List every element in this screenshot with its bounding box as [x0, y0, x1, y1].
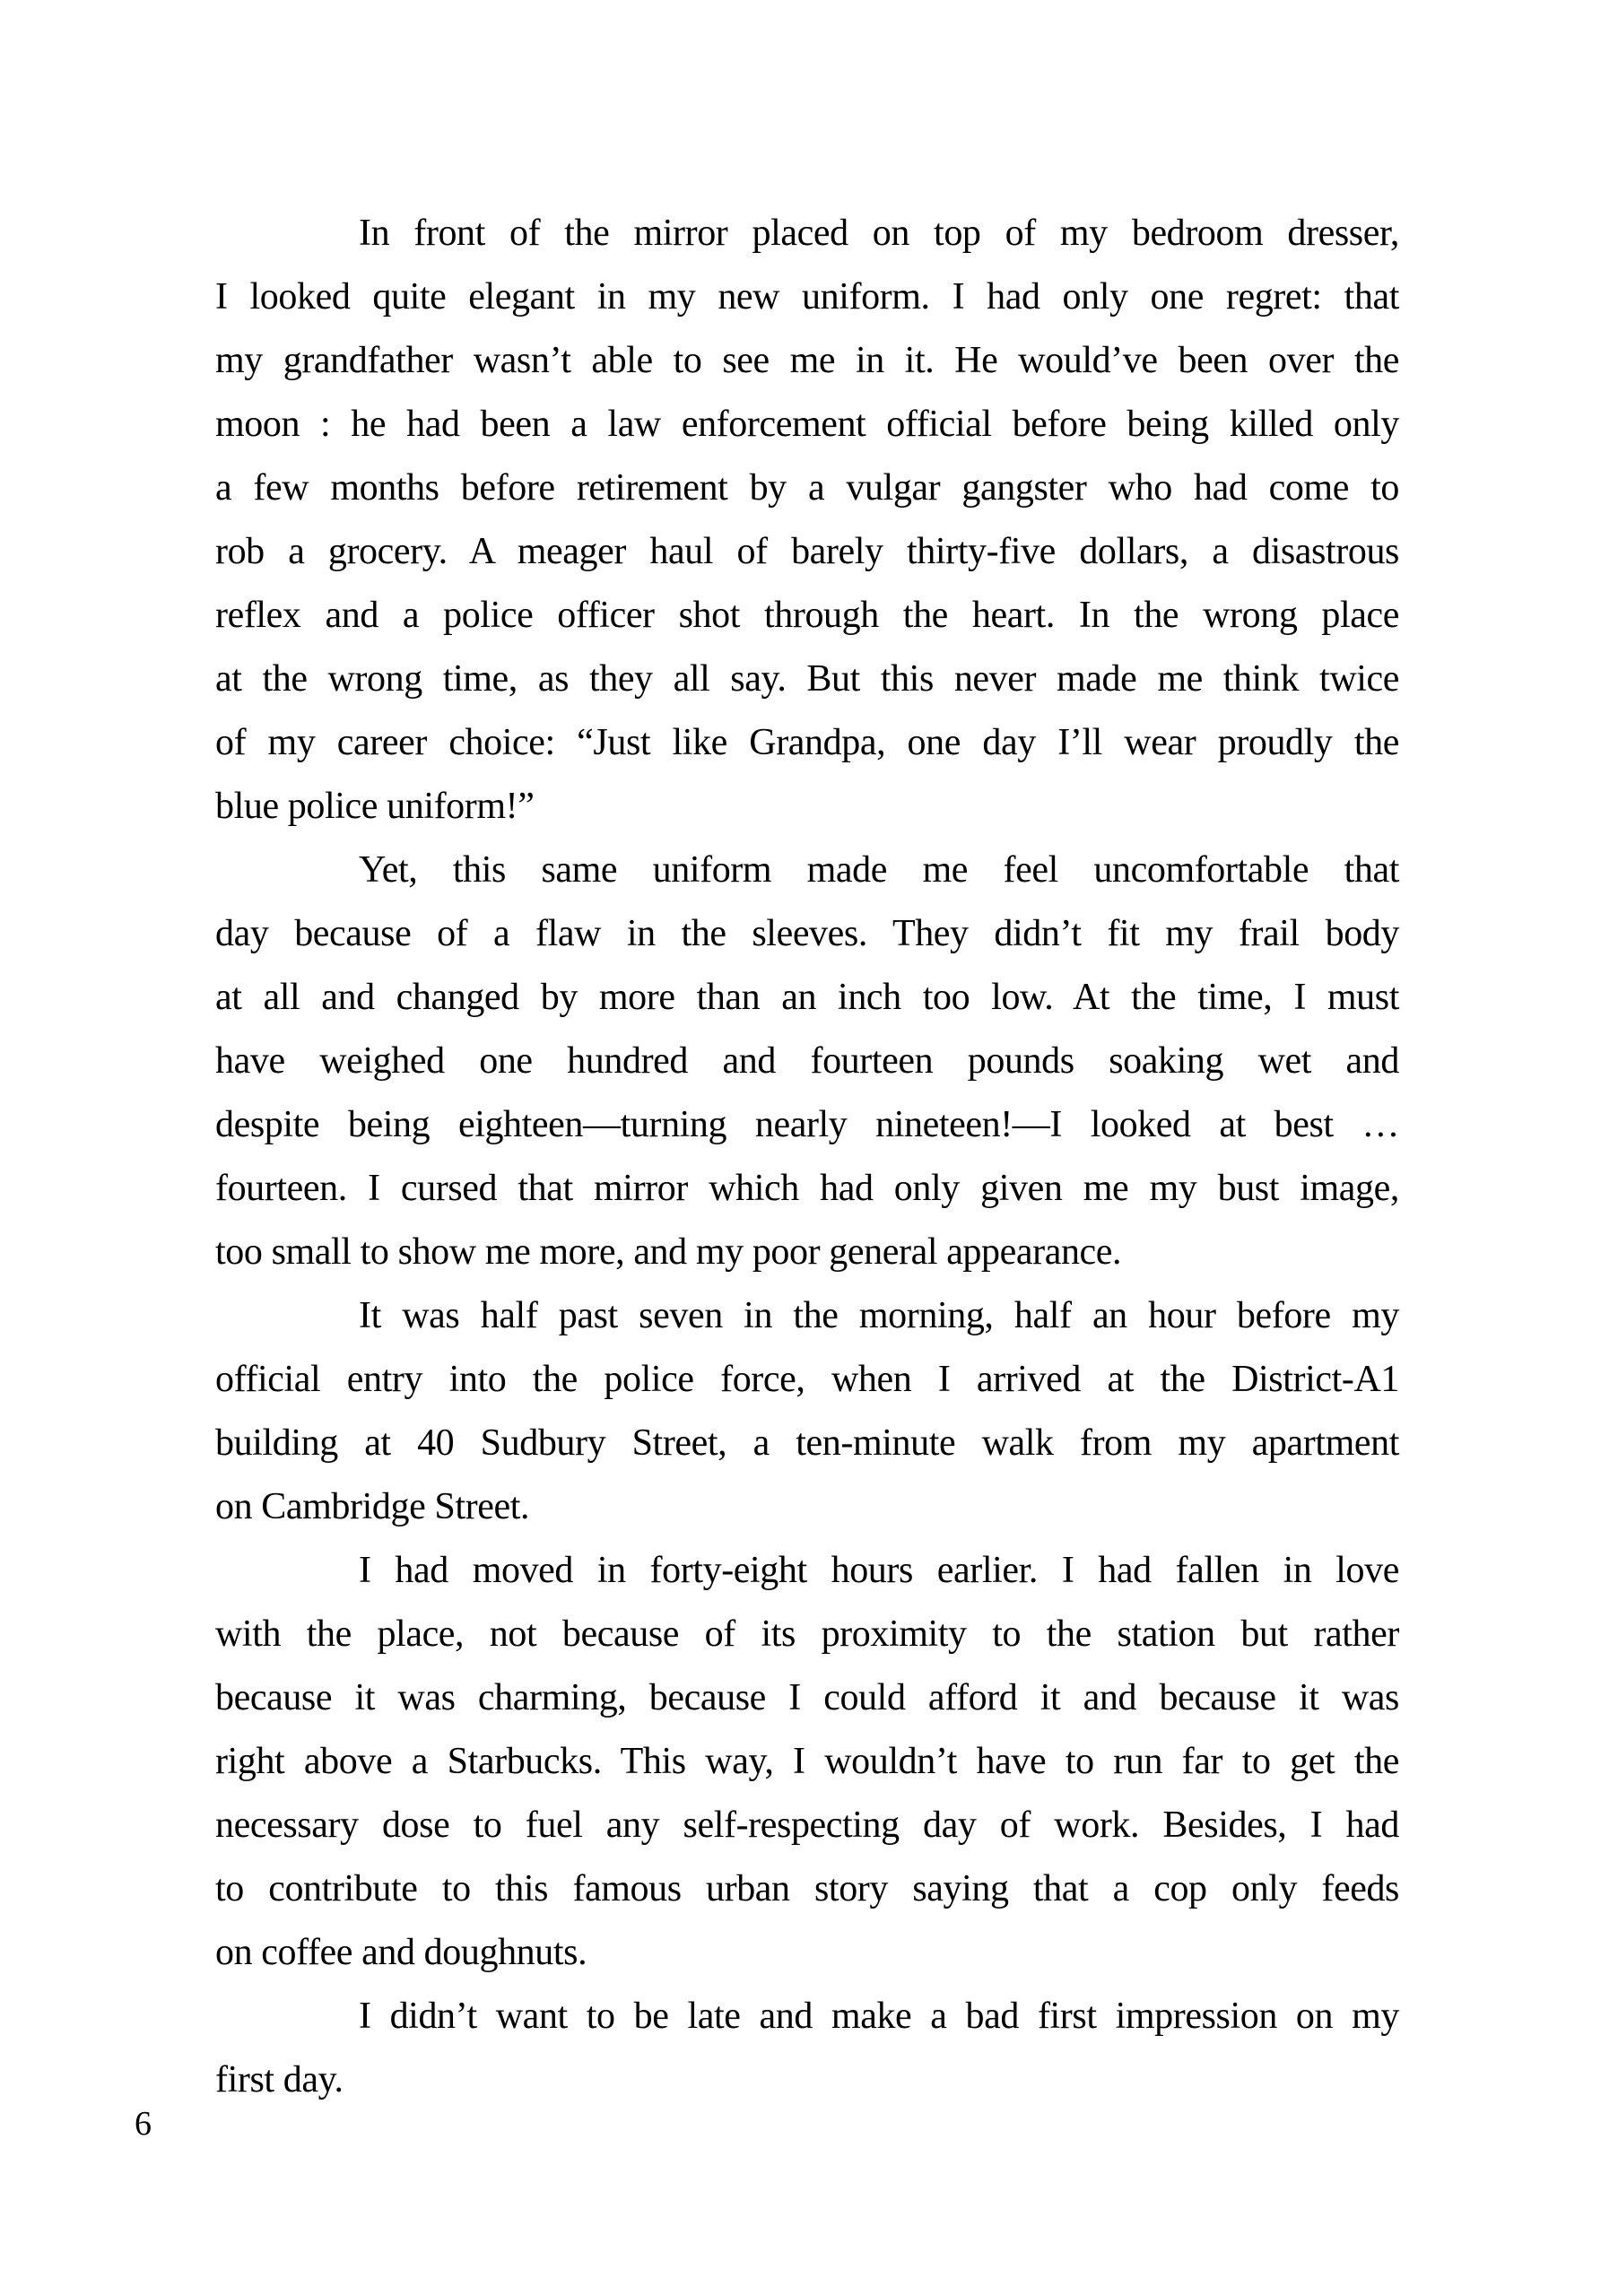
text-line: my grandfather wasn’t able to see me in it. He would’ve been over the — [215, 340, 1399, 381]
text-line: have weighed one hundred and fourteen pounds soaking wet and — [215, 1040, 1399, 1082]
body-text — [215, 202, 1399, 2112]
text-line: of my career choice: “Just like Grandpa, one day I’ll wear proudly the — [215, 722, 1399, 763]
text-line: because it was charming, because I could afford it and because it was — [215, 1677, 1399, 1718]
paragraph — [215, 1985, 1399, 2112]
text-line: first day. — [215, 2059, 344, 2100]
text-line: I had moved in forty-eight hours earlier. I had fallen in love — [359, 1550, 1399, 1591]
text-line: with the place, not because of its proximity to the station but rather — [215, 1613, 1399, 1655]
text-line: a few months before retirement by a vulgar gangster who had come to — [215, 467, 1399, 509]
text-line: right above a Starbucks. This way, I wouldn’t have to run far to get the — [215, 1741, 1399, 1782]
paragraph — [215, 1284, 1399, 1539]
text-line: It was half past seven in the morning, half an hour before my — [359, 1295, 1399, 1336]
text-line: at all and changed by more than an inch too low. At the time, I must — [215, 977, 1399, 1018]
paragraph — [215, 1539, 1399, 1985]
paragraph — [215, 202, 1399, 839]
text-line: building at 40 Sudbury Street, a ten-minute walk from my apartment — [215, 1422, 1399, 1464]
text-line: despite being eighteen—turning nearly nineteen!—I looked at best … — [215, 1104, 1399, 1145]
text-line: rob a grocery. A meager haul of barely thirty-five dollars, a disastrous — [215, 531, 1399, 572]
text-line: moon : he had been a law enforcement official before being killed only — [215, 404, 1399, 445]
text-line: official entry into the police force, when I arrived at the District-A1 — [215, 1359, 1399, 1400]
text-line: Yet, this same uniform made me feel uncomfortable that — [359, 849, 1399, 891]
text-line: I looked quite elegant in my new uniform. I had only one regret: that — [215, 276, 1399, 317]
text-line: blue police uniform!” — [215, 786, 535, 827]
text-line: too small to show me more, and my poor general appearance. — [215, 1231, 1122, 1273]
text-line: on Cambridge Street. — [215, 1486, 530, 1527]
text-line: necessary dose to fuel any self-respecting day of work. Besides, I had — [215, 1805, 1399, 1846]
page-number: 6 — [135, 2105, 152, 2143]
text-line: fourteen. I cursed that mirror which had only given me my bust image, — [215, 1168, 1399, 1209]
text-line: to contribute to this famous urban story saying that a cop only feeds — [215, 1868, 1399, 1909]
text-line: In front of the mirror placed on top of my bedroom dresser, — [359, 213, 1399, 254]
text-line: on coffee and doughnuts. — [215, 1932, 587, 1973]
text-line: reflex and a police officer shot through the heart. In the wrong place — [215, 595, 1399, 636]
text-line: I didn’t want to be late and make a bad first impression on my — [359, 1996, 1399, 2037]
paragraph — [215, 839, 1399, 1284]
text-line: at the wrong time, as they all say. But this never made me think twice — [215, 658, 1399, 700]
text-line: day because of a flaw in the sleeves. They didn’t fit my frail body — [215, 913, 1399, 954]
